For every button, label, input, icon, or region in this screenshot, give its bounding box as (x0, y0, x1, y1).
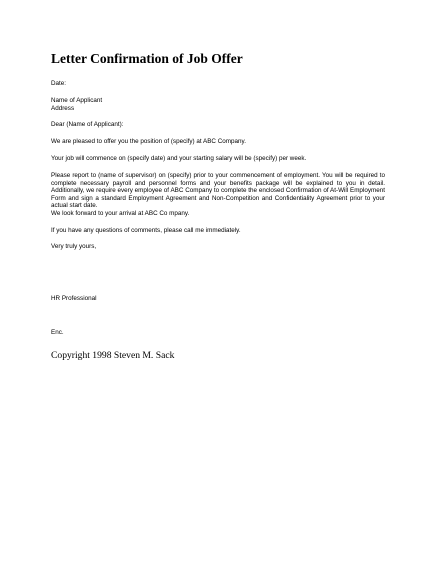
signature: HR Professional (51, 295, 97, 302)
applicant-name: Name of Applicant (51, 97, 103, 104)
enclosure: Enc. (51, 329, 64, 336)
closing: Very truly yours, (51, 243, 97, 250)
date-label: Date: (51, 80, 67, 87)
copyright-notice: Copyright 1998 Steven M. Sack (51, 350, 175, 361)
letter-title: Letter Confirmation of Job Offer (51, 51, 243, 66)
paragraph-questions: If you have any questions of comments, please call me immediately. (51, 227, 241, 234)
paragraph-arrival: We look forward to your arrival at ABC Co mpany. (51, 210, 190, 217)
applicant-address: Address (51, 104, 75, 112)
paragraph-commence: Your job will commence on (specify date) and your starting salary will be (specify) per week. (51, 155, 307, 162)
paragraph-offer: We are pleased to offer you the position of (specify) at ABC Company. (51, 138, 246, 145)
salutation: Dear (Name of Applicant): (51, 121, 124, 128)
paragraph-report: Please report to (name of supervisor) on (specify) prior to your commencement of employment. You will be required to complete necessary payroll and personnel forms and your benefits package will be explained to you in detail. Additionally, we require every employee of ABC Company to complete the enclosed Confirmation of At-Will Employment Form and sign a standard Employment Agreement and Non-Competition and Confidentiality Agreement prior to your actual start date. (51, 172, 385, 210)
